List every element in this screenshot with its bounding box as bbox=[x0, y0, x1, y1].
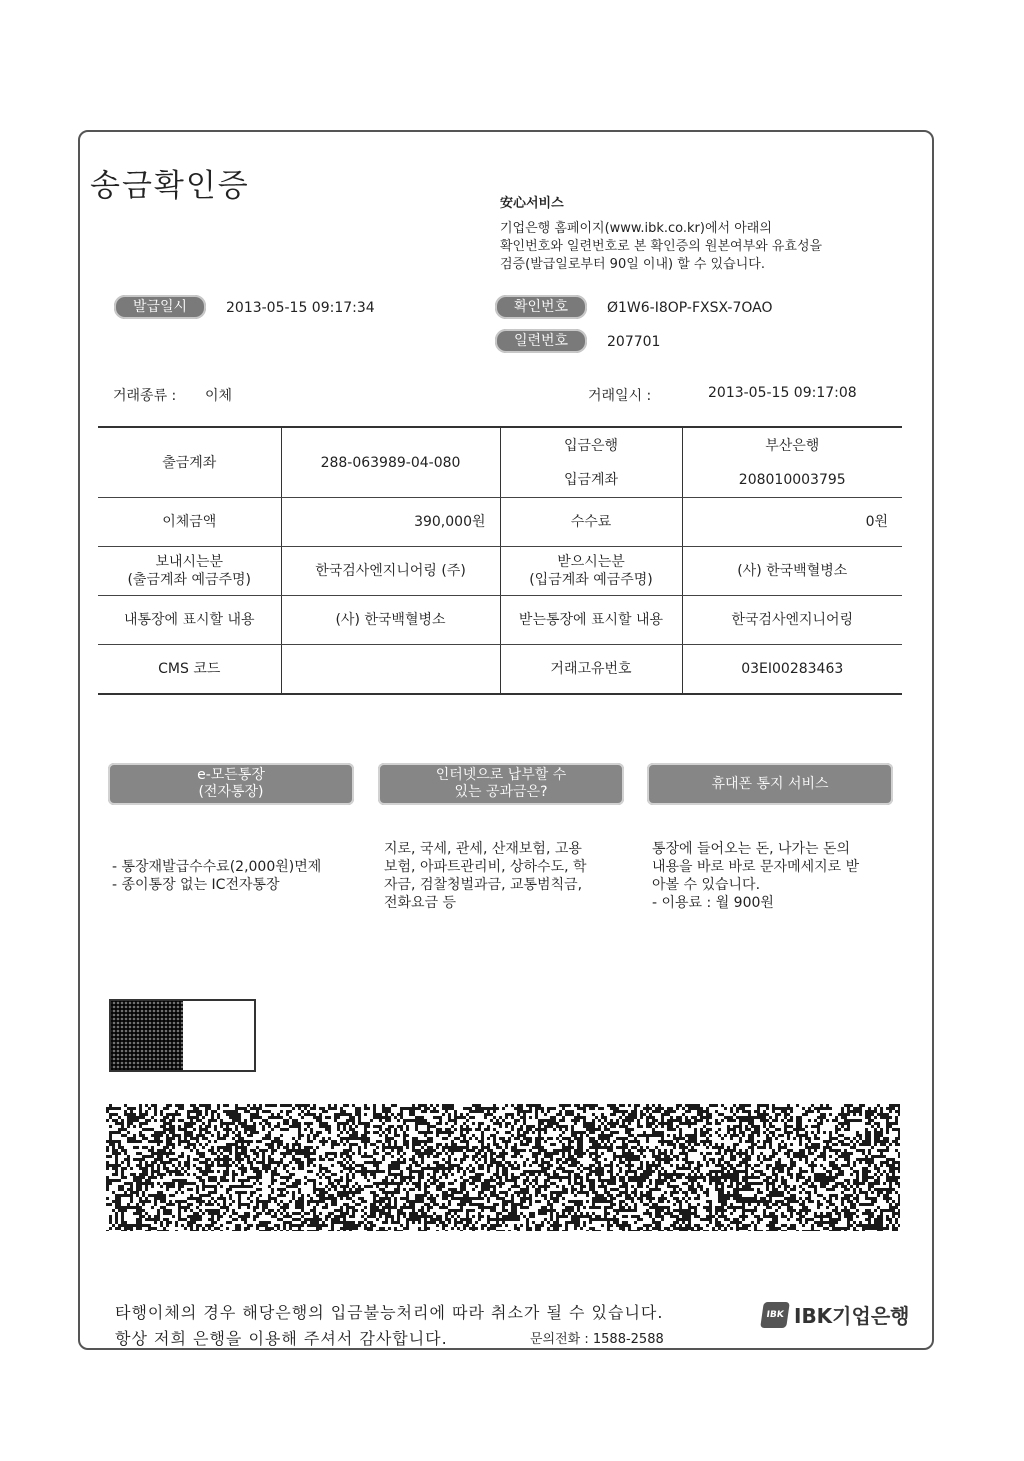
banner-line: 있는 공과금은? bbox=[454, 784, 548, 800]
internet-bill-info bbox=[384, 840, 587, 912]
e-passbook-banner bbox=[108, 763, 354, 805]
info-line: 아볼 수 있습니다. bbox=[652, 877, 761, 893]
deposit-bank-account-labels bbox=[500, 427, 682, 498]
trade-type-label: 거래종류 : bbox=[113, 388, 177, 404]
qr-code-image bbox=[111, 1001, 183, 1070]
info-line: 지로, 국세, 관세, 산재보험, 고용 bbox=[384, 841, 582, 857]
sender-label-sub: (출금계좌 예금주명) bbox=[127, 572, 252, 588]
transfer-amount-label: 이체금액 bbox=[98, 498, 281, 547]
cancel-notice: 타행이체의 경우 해당은행의 입금불능처리에 따라 취소가 될 수 있습니다. bbox=[115, 1303, 664, 1322]
fee-value: 0원 bbox=[682, 498, 902, 547]
deposit-bank-account-values bbox=[682, 427, 902, 498]
info-line: 전화요금 등 bbox=[384, 895, 457, 911]
sms-notice-banner bbox=[647, 763, 893, 805]
sms-notice-info bbox=[652, 840, 859, 912]
ibk-logo-icon: IBK bbox=[760, 1302, 790, 1328]
confirm-number-value: Ø1W6-I8OP-FXSX-7OAO bbox=[607, 300, 773, 316]
withdraw-account-value: 288-063989-04-080 bbox=[281, 427, 500, 498]
trade-type-value: 이체 bbox=[205, 388, 233, 404]
document-title: 송금확인증 bbox=[90, 168, 250, 204]
transfer-detail-table bbox=[98, 426, 902, 695]
info-line: 자금, 검찰청벌과금, 교통범칙금, bbox=[384, 877, 583, 893]
table-row bbox=[98, 427, 902, 498]
receiver-label-sub: (입금계좌 예금주명) bbox=[529, 572, 653, 588]
info-line: - 통장재발급수수료(2,000원)면제 bbox=[112, 859, 322, 875]
table-row bbox=[98, 645, 902, 695]
sender-value: 한국검사엔지니어링 (주) bbox=[281, 547, 500, 596]
issue-date-label: 발급일시 bbox=[114, 295, 206, 319]
deposit-bank-label: 입금은행 bbox=[563, 437, 619, 454]
deposit-bank-value: 부산은행 bbox=[765, 437, 820, 454]
transaction-id-value: 03EI00283463 bbox=[682, 645, 902, 695]
sender-label-main: 보내시는분 bbox=[155, 554, 224, 570]
internet-bill-banner bbox=[378, 763, 624, 805]
ibk-logo bbox=[762, 1300, 909, 1329]
fee-label: 수수료 bbox=[500, 498, 682, 547]
service-description bbox=[500, 220, 910, 274]
table-row bbox=[98, 498, 902, 547]
deposit-account-label: 입금계좌 bbox=[563, 471, 619, 488]
info-line: - 종이통장 없는 IC전자통장 bbox=[112, 877, 280, 893]
table-row bbox=[98, 547, 902, 596]
2d-barcode bbox=[106, 1104, 900, 1231]
withdraw-account-label: 출금계좌 bbox=[98, 427, 281, 498]
receiver-label bbox=[500, 547, 682, 596]
banner-line: (전자통장) bbox=[198, 784, 264, 800]
trade-time-label: 거래일시 : bbox=[588, 388, 652, 404]
banner-line: 휴대폰 통지 서비스 bbox=[711, 775, 829, 792]
info-line: 통장에 들어오는 돈, 나가는 돈의 bbox=[652, 841, 851, 857]
trade-time-value: 2013-05-15 09:17:08 bbox=[708, 385, 857, 401]
my-passbook-memo-label: 내통장에 표시할 내용 bbox=[98, 596, 281, 645]
serial-number-label: 일련번호 bbox=[495, 329, 587, 353]
issue-date-value: 2013-05-15 09:17:34 bbox=[226, 300, 375, 316]
deposit-account-value: 208010003795 bbox=[738, 471, 846, 488]
info-line: 내용을 바로 바로 문자메세지로 받 bbox=[652, 859, 860, 875]
service-line: 기업은행 홈페이지(www.ibk.co.kr)에서 아래의 bbox=[500, 221, 772, 236]
e-passbook-info bbox=[112, 858, 321, 894]
info-line: - 이용료 : 월 900원 bbox=[652, 895, 774, 911]
service-line: 검증(발급일로부터 90일 이내) 할 수 있습니다. bbox=[500, 257, 765, 272]
contact-phone: 문의전화 : 1588-2588 bbox=[530, 1332, 664, 1347]
recipient-passbook-memo-label: 받는통장에 표시할 내용 bbox=[500, 596, 682, 645]
qr-code-box bbox=[109, 999, 256, 1072]
confirm-number-label: 확인번호 bbox=[495, 295, 587, 319]
thanks-message: 항상 저희 은행을 이용해 주셔서 감사합니다. bbox=[115, 1329, 448, 1348]
transaction-id-label: 거래고유번호 bbox=[500, 645, 682, 695]
2d-barcode-image bbox=[106, 1104, 900, 1231]
ibk-logo-text: IBK기업은행 bbox=[794, 1304, 910, 1328]
cms-code-label: CMS 코드 bbox=[98, 645, 281, 695]
serial-number-value: 207701 bbox=[607, 334, 661, 350]
my-passbook-memo-value: (사) 한국백혈병소 bbox=[281, 596, 500, 645]
sender-label bbox=[98, 547, 281, 596]
receiver-label-main: 받으시는분 bbox=[557, 554, 625, 570]
table-row bbox=[98, 596, 902, 645]
receiver-value: (사) 한국백혈병소 bbox=[682, 547, 902, 596]
cms-code-value bbox=[281, 645, 500, 695]
info-line: 보험, 아파트관리비, 상하수도, 학 bbox=[384, 859, 587, 875]
transfer-amount-value: 390,000원 bbox=[281, 498, 500, 547]
service-line: 확인번호와 일련번호로 본 확인증의 원본여부와 유효성을 bbox=[500, 239, 823, 254]
banner-line: 인터넷으로 납부할 수 bbox=[435, 767, 567, 783]
service-title: 安心서비스 bbox=[500, 196, 564, 211]
banner-line: e-모든통장 bbox=[197, 767, 265, 783]
recipient-passbook-memo-value: 한국검사엔지니어링 bbox=[682, 596, 902, 645]
